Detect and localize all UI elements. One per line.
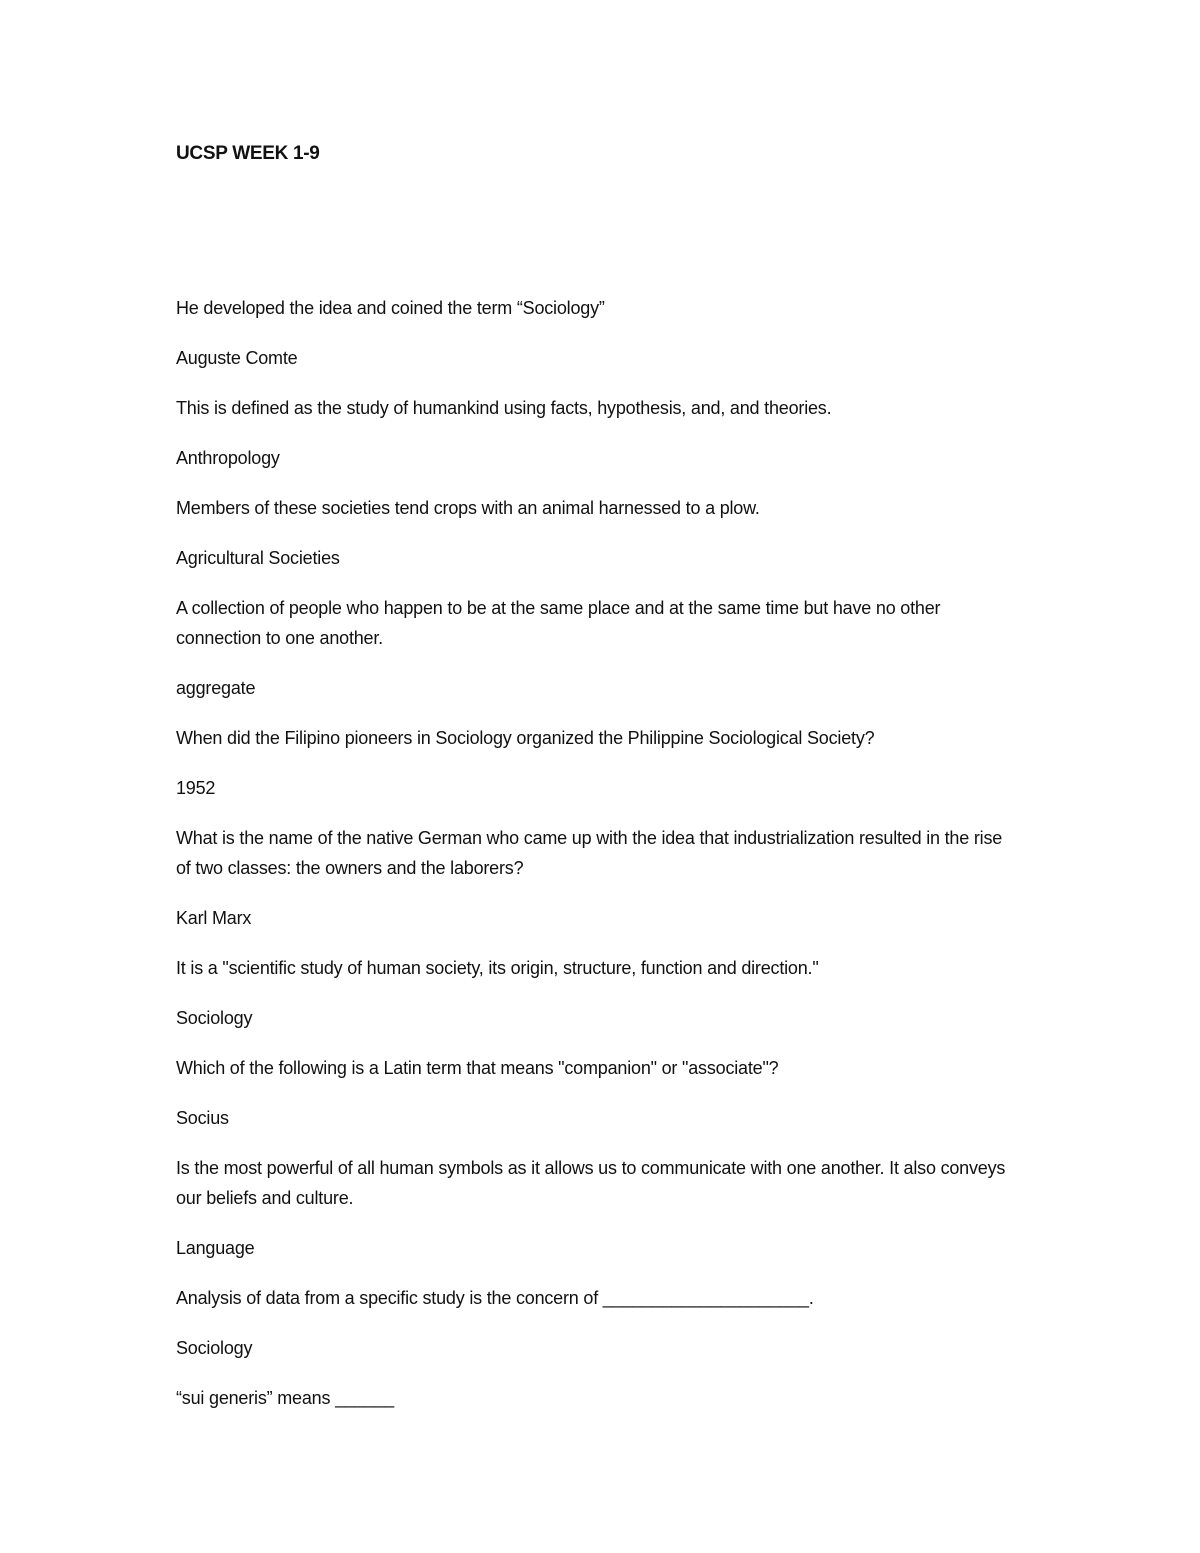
question-1: He developed the idea and coined the term “Sociology” [176,298,605,318]
question-4: A collection of people who happen to be at the same place and at the same time but have no other connection to one another. [176,598,941,648]
answer-10: Sociology [176,1338,253,1358]
answer-6: Karl Marx [176,908,252,928]
question-8: Which of the following is a Latin term that means "companion" or "associate"? [176,1058,779,1078]
answer-4: aggregate [176,678,256,698]
answer-7: Sociology [176,1008,253,1028]
answer-9: Language [176,1238,255,1258]
question-11: “sui generis” means ______ [176,1388,394,1408]
answer-3: Agricultural Societies [176,548,340,568]
question-6: What is the name of the native German who came up with the idea that industrialization resulted in the rise of two classes: the owners and the laborers? [176,828,1003,878]
answer-8: Socius [176,1108,229,1128]
question-9: Is the most powerful of all human symbols as it allows us to communicate with one another. It also conveys our beliefs and culture. [176,1158,1006,1208]
answer-5: 1952 [176,778,216,798]
question-2: This is defined as the study of humankind using facts, hypothesis, and, and theories. [176,398,832,418]
answer-2: Anthropology [176,448,280,468]
question-5: When did the Filipino pioneers in Sociology organized the Philippine Sociological Society? [176,728,875,748]
question-7: It is a "scientific study of human society, its origin, structure, function and direction." [176,958,819,978]
document-title: UCSP WEEK 1-9 [176,143,320,164]
answer-1: Auguste Comte [176,348,298,368]
question-3: Members of these societies tend crops with an animal harnessed to a plow. [176,498,760,518]
question-10: Analysis of data from a specific study is the concern of _____________________. [176,1288,814,1308]
document-body [176,293,1006,1433]
